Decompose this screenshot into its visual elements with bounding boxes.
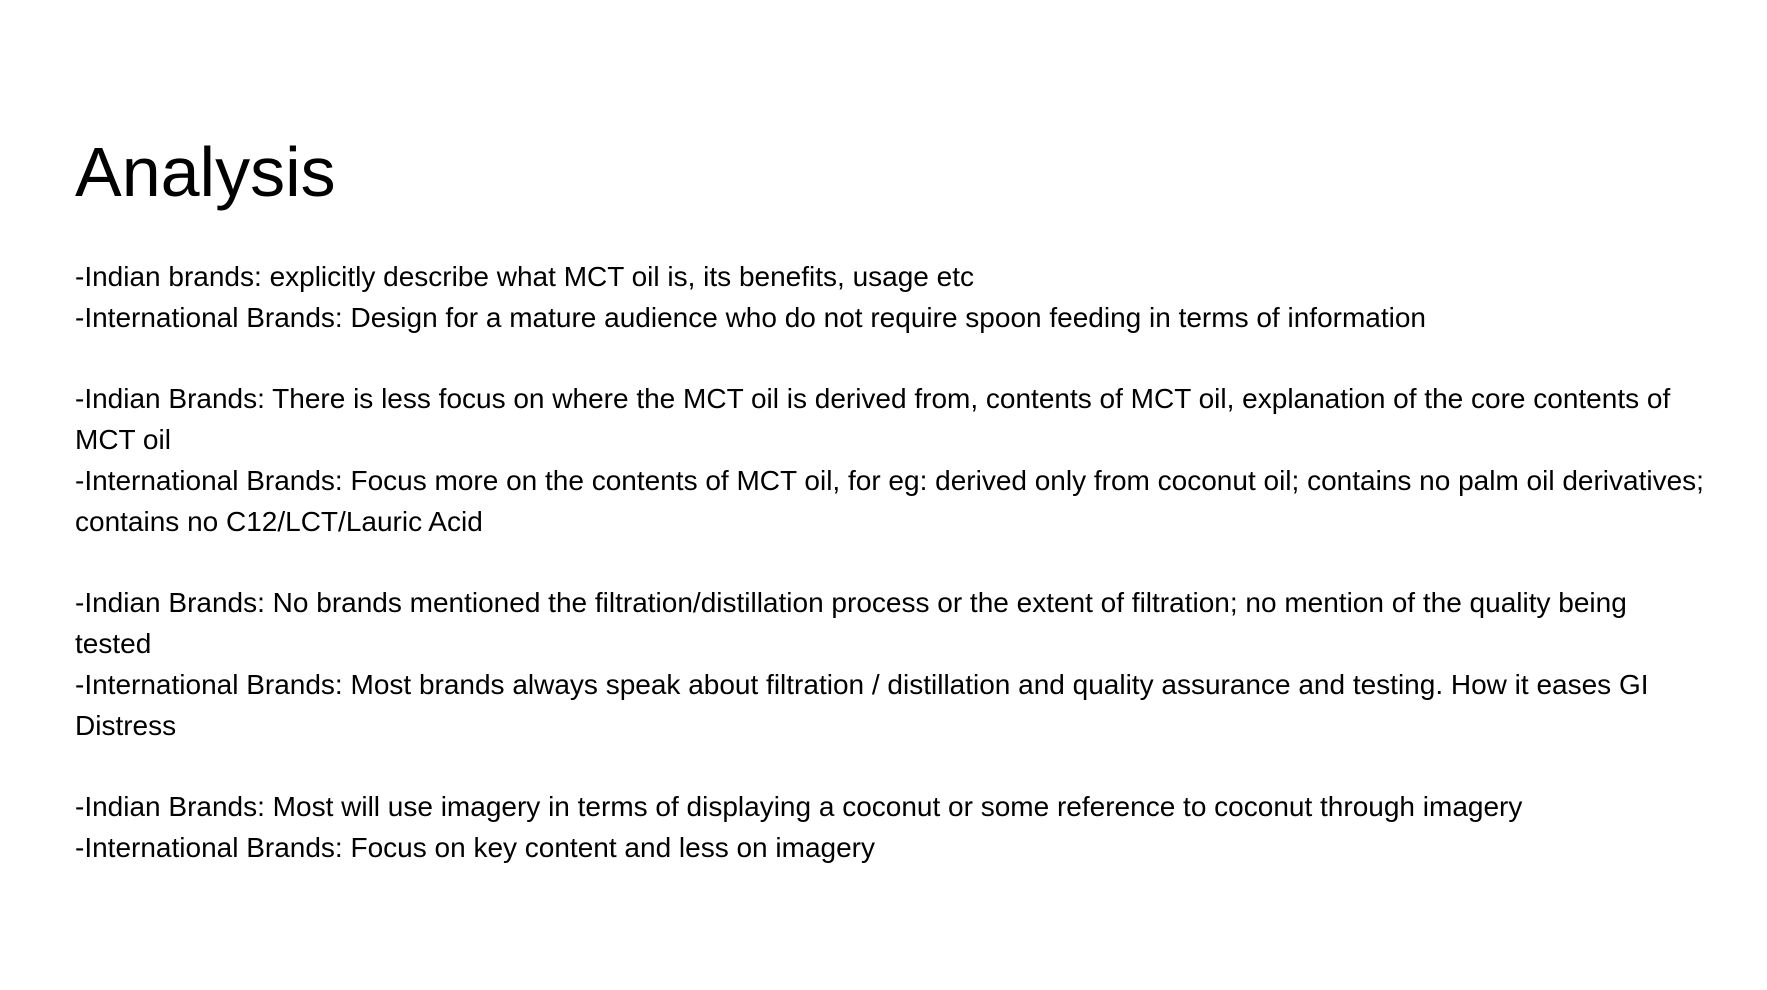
slide-title: Analysis <box>75 133 336 211</box>
comparison-block-brand-explanation <box>75 257 1705 339</box>
comparison-block-oil-contents <box>75 379 1705 542</box>
indian-brands-point: -Indian Brands: No brands mentioned the filtration/distillation process or the extent of filtration; no mention of the quality being tested <box>75 587 1627 660</box>
indian-brands-point: -Indian Brands: There is less focus on where the MCT oil is derived from, contents of MCT oil, explanation of the core contents of MCT oil <box>75 383 1671 456</box>
comparison-block-imagery <box>75 787 1705 869</box>
slide-body <box>75 257 1705 869</box>
international-brands-point: -International Brands: Design for a mature audience who do not require spoon feeding in terms of information <box>75 301 1426 333</box>
indian-brands-point: -Indian brands: explicitly describe what MCT oil is, its benefits, usage etc <box>75 261 975 292</box>
indian-brands-point: -Indian Brands: Most will use imagery in terms of displaying a coconut or some reference to coconut through imagery <box>75 791 1523 823</box>
international-brands-point: -International Brands: Focus on key content and less on imagery <box>75 832 875 864</box>
international-brands-point: -International Brands: Focus more on the contents of MCT oil, for eg: derived only from coconut oil; contains no palm oil derivatives; contains no C12/LCT/Lauric Acid <box>75 464 1704 537</box>
comparison-block-filtration-quality <box>75 583 1705 746</box>
international-brands-point: -International Brands: Most brands always speak about filtration / distillation and quality assurance and testing. How it eases GI Distress <box>75 668 1649 741</box>
